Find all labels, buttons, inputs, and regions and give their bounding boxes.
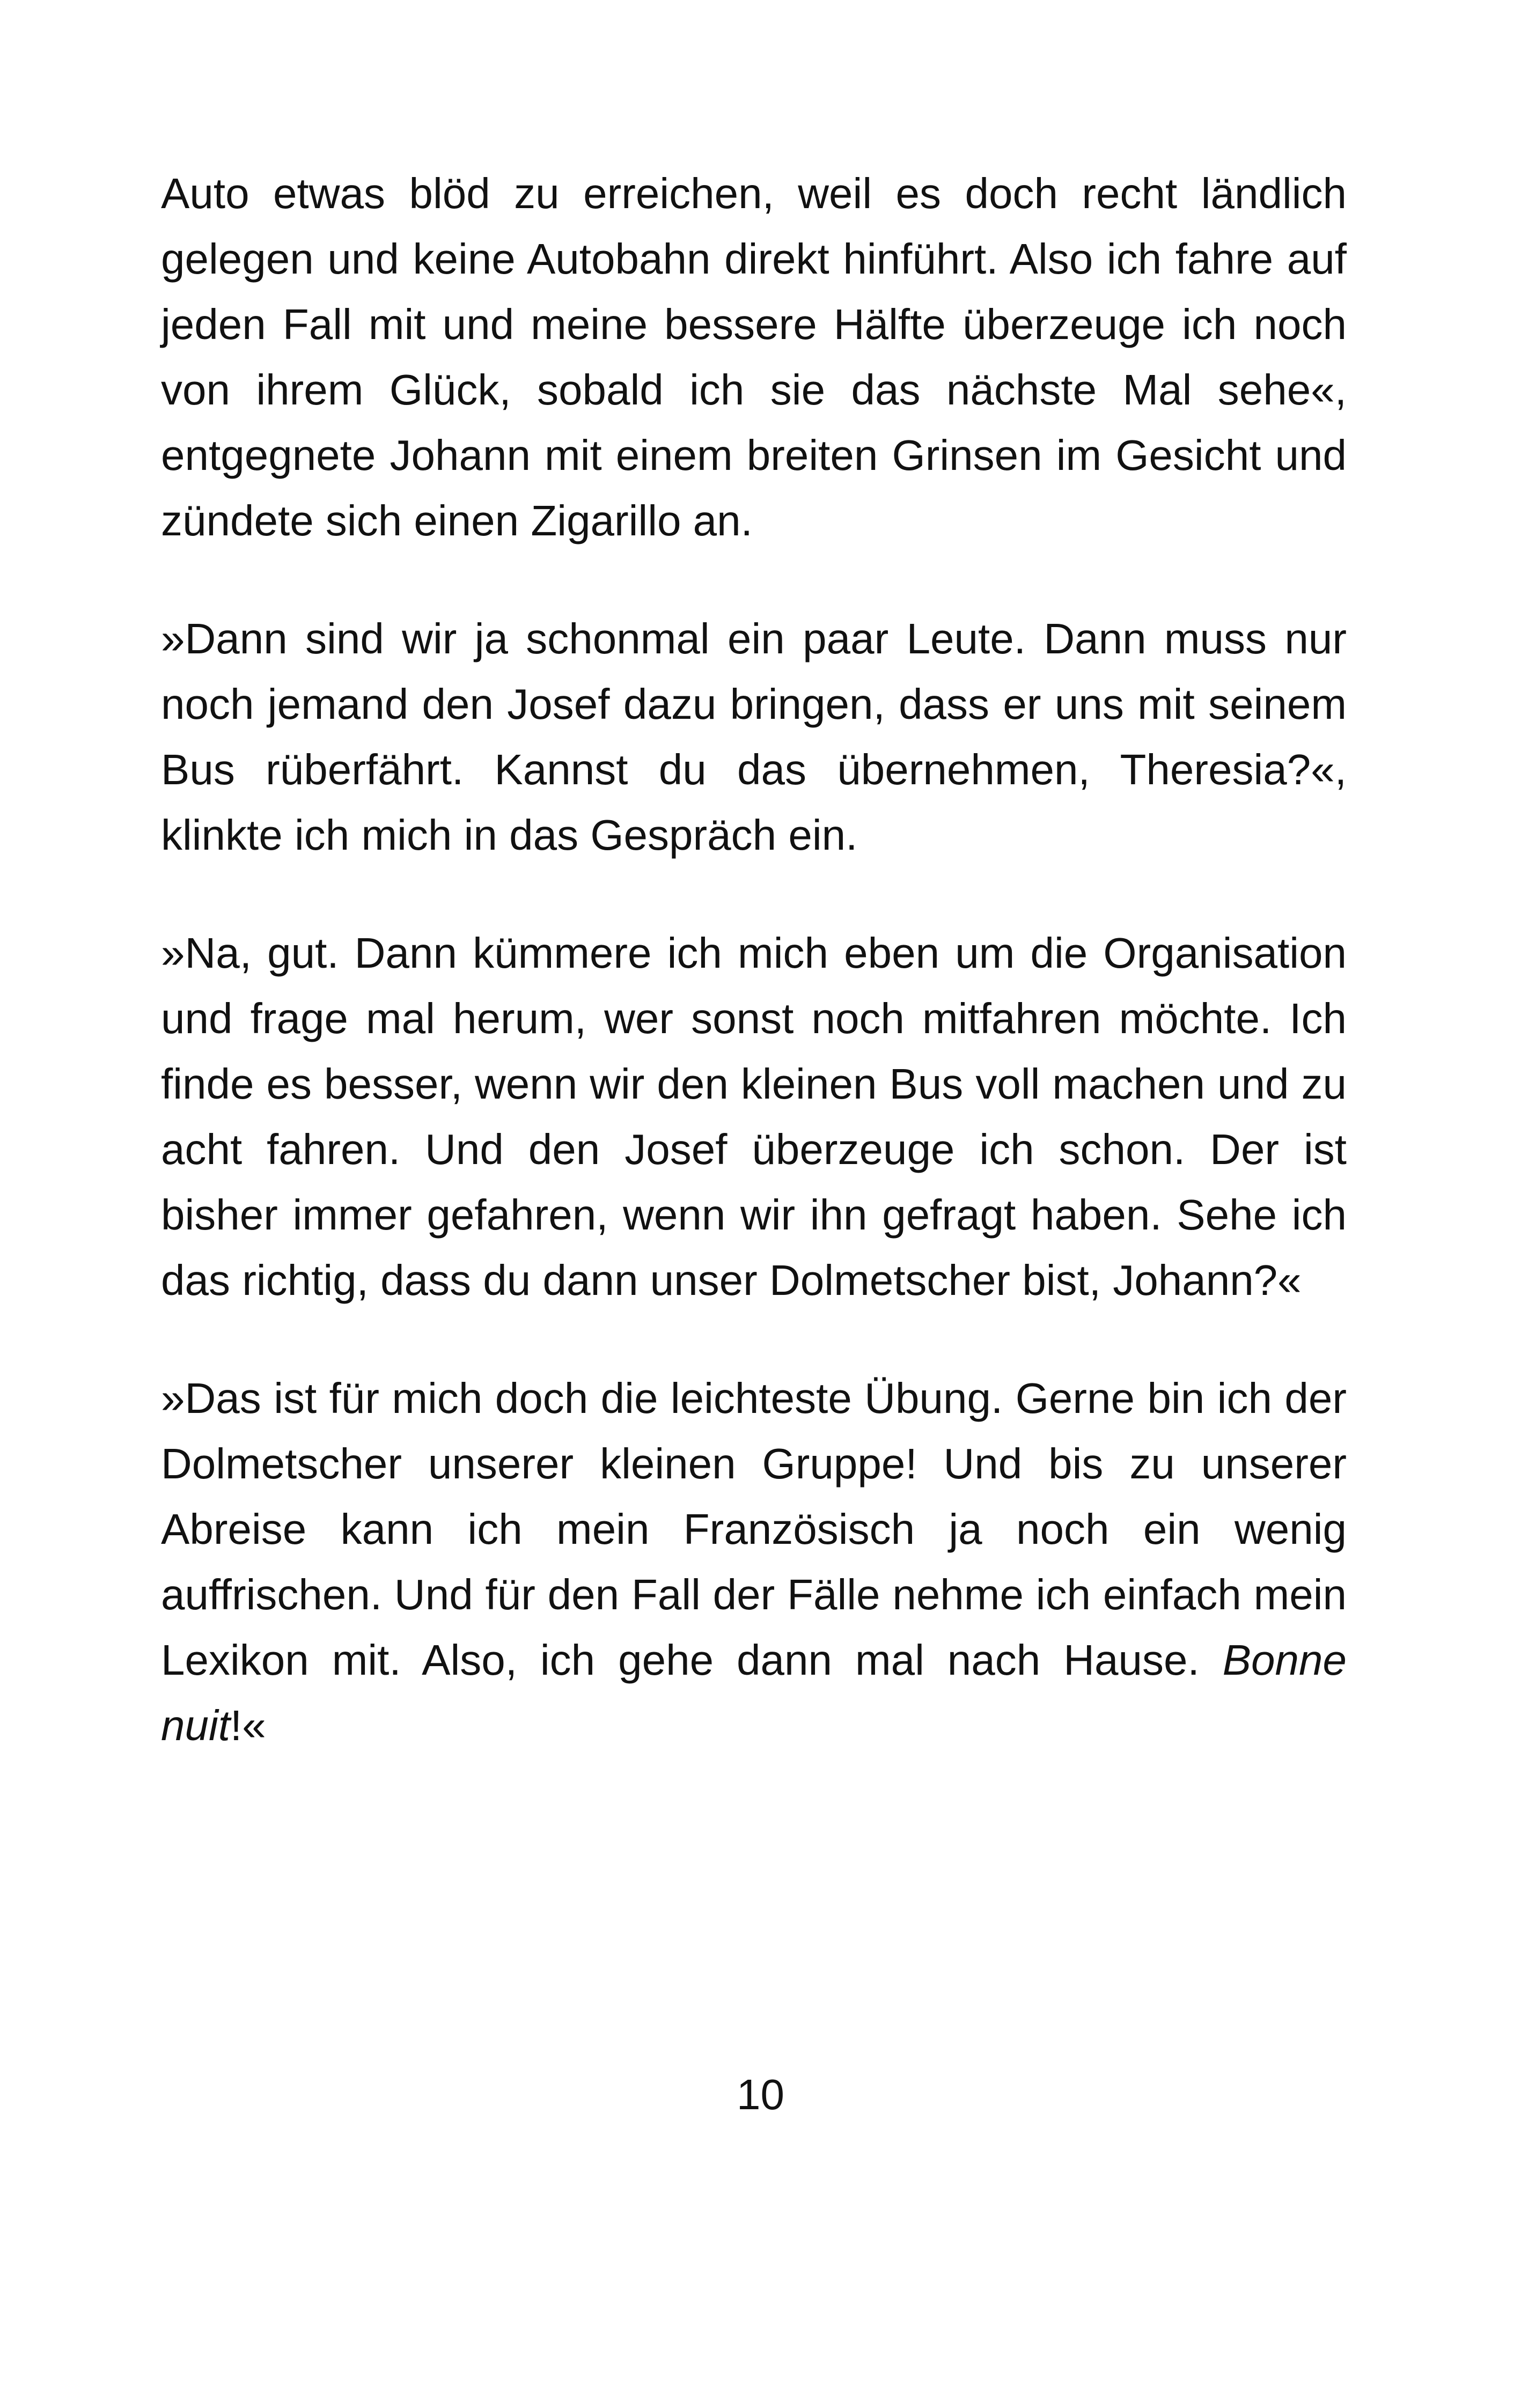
paragraph-1: Auto etwas blöd zu erreichen, weil es doch recht ländlich gelegen und keine Autobahn direkt hinführt. Also ich fahre auf jeden Fall mit und meine bessere Hälfte überzeuge ich noch von ihrem Glück, sobald ich sie das nächste Mal sehe«, entgegnete Johann mit einem breiten Grinsen im Gesicht und zündete sich einen Zigarillo an. bbox=[161, 170, 1347, 544]
body-text bbox=[161, 161, 1347, 1758]
paragraph-3: »Na, gut. Dann kümmere ich mich eben um die Organisation und frage mal herum, wer sonst noch mitfahren möchte. Ich finde es besser, wenn wir den kleinen Bus voll machen und zu acht fahren. Und den Josef überzeuge ich schon. Der ist bisher immer gefahren, wenn wir ihn gefragt haben. Sehe ich das richtig, dass du dann unser Dolmetscher bist, Johann?« bbox=[161, 929, 1347, 1304]
page-number: 10 bbox=[737, 2071, 784, 2118]
paragraph-4-text: »Das ist für mich doch die leichteste Übung. Gerne bin ich der Dolmetscher unserer kleinen Gruppe! Und bis zu unserer Abreise kann ich mein Französisch ja noch ein wenig auffrischen. Und für den Fall der Fälle nehme ich einfach mein Lexikon mit. Also, ich gehe dann mal nach Hause. bbox=[161, 1374, 1347, 1684]
paragraph-4-ending: !« bbox=[230, 1702, 266, 1749]
paragraph-4-italic-phrase: Bonne nuit bbox=[161, 1636, 1347, 1749]
paragraph-4 bbox=[161, 1366, 1347, 1758]
paragraph-2: »Dann sind wir ja schonmal ein paar Leute. Dann muss nur noch jemand den Josef dazu bringen, dass er uns mit seinem Bus rüberfährt. Kannst du das übernehmen, Theresia?«, klinkte ich mich in das Gespräch ein. bbox=[161, 615, 1347, 859]
